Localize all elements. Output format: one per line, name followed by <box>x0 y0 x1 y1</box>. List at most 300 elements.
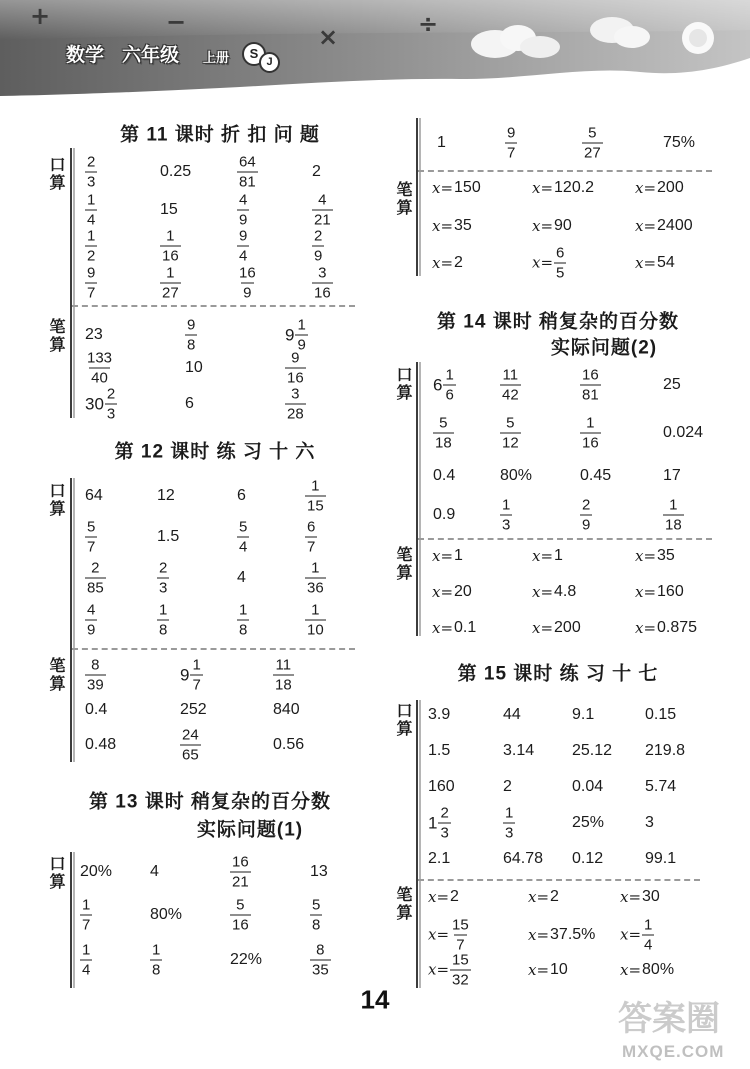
answer-value: 64.78 <box>503 850 544 867</box>
fraction <box>85 229 97 264</box>
answer-value: 2 <box>503 778 512 795</box>
answer-value: 6 <box>237 487 246 504</box>
watermark-url: MXQE.COM <box>622 1042 725 1061</box>
answer-cell <box>620 889 660 905</box>
answer-cell <box>310 943 331 978</box>
unknown-x-prefix: x= <box>635 178 657 197</box>
mixed-number-whole: 9 <box>285 325 295 345</box>
answer-value: 0.4 <box>85 701 108 718</box>
unknown-x-prefix: x= <box>432 253 454 272</box>
answer-cell <box>150 943 162 978</box>
fraction <box>160 266 181 301</box>
fraction-denominator: 3 <box>106 405 116 423</box>
fraction-denominator: 36 <box>307 579 324 597</box>
fraction <box>185 318 197 353</box>
fraction-numerator: 1 <box>82 941 91 959</box>
fraction-denominator: 85 <box>87 579 104 597</box>
fraction <box>85 658 106 693</box>
answer-cell <box>428 806 451 841</box>
answer-cell <box>503 779 512 795</box>
answer-value: 35 <box>657 547 675 564</box>
fraction <box>450 953 471 988</box>
answer-cell <box>572 815 604 831</box>
answer-value: 99.1 <box>645 850 677 867</box>
fraction-denominator: 16 <box>232 916 249 934</box>
answer-value: 160 <box>657 583 684 600</box>
answer-cell <box>273 702 300 718</box>
answer-cell <box>532 584 576 600</box>
fraction-denominator: 18 <box>275 676 292 694</box>
answer-value: 4.8 <box>554 583 577 600</box>
fraction-denominator: 28 <box>287 405 304 423</box>
answer-cell <box>85 266 97 301</box>
answer-value: 0.25 <box>160 163 192 180</box>
answer-value: 252 <box>180 701 207 718</box>
fraction-denominator: 21 <box>314 211 331 229</box>
oral-calc-label: 口算 <box>394 366 411 402</box>
answer-cell <box>85 488 103 504</box>
answer-cell <box>285 351 306 386</box>
fraction <box>237 603 249 638</box>
answer-cell <box>500 368 521 403</box>
answer-cell <box>663 135 695 151</box>
answer-value: 0.4 <box>433 467 456 484</box>
answer-cell <box>312 193 333 228</box>
mixed-number-whole: 1 <box>428 813 438 833</box>
unknown-x-prefix: x= <box>635 216 657 235</box>
answer-value: 13 <box>310 863 328 880</box>
answer-cell <box>85 702 107 718</box>
fraction-denominator: 27 <box>162 284 179 302</box>
answer-cell <box>528 889 559 905</box>
answer-cell <box>305 561 326 596</box>
answer-cell <box>572 707 594 723</box>
fraction <box>85 351 114 386</box>
fraction <box>305 479 326 514</box>
fraction <box>285 387 306 422</box>
fraction <box>230 855 251 890</box>
fraction-denominator: 21 <box>232 873 249 891</box>
fraction <box>310 943 331 978</box>
answer-value: 0.024 <box>663 424 704 441</box>
section-title: 第 14 课时 稍复杂的百分数 <box>437 311 679 333</box>
answer-value: 1 <box>554 547 563 564</box>
fraction-denominator: 9 <box>87 621 96 639</box>
answer-cell <box>160 229 181 264</box>
answer-cell <box>532 218 572 234</box>
unknown-x-prefix: x= <box>432 216 454 235</box>
fraction <box>273 658 294 693</box>
answer-cell <box>432 584 472 600</box>
answer-value: 0.56 <box>273 736 305 753</box>
answer-value: 10 <box>185 359 203 376</box>
answer-value: 2400 <box>657 217 693 234</box>
fraction-numerator: 133 <box>87 349 113 367</box>
answer-value: 23 <box>85 326 103 343</box>
unknown-x-prefix: x= <box>432 178 454 197</box>
fraction-numerator: 2 <box>106 385 116 403</box>
fraction-numerator: 1 <box>87 227 96 245</box>
fraction-denominator: 4 <box>87 211 96 229</box>
fraction-numerator: 9 <box>187 316 196 334</box>
fraction-numerator: 2 <box>91 559 100 577</box>
fraction <box>85 155 97 190</box>
answer-value: 2 <box>550 888 559 905</box>
unknown-x-prefix: x= <box>528 960 550 979</box>
answer-value: 3.9 <box>428 706 451 723</box>
answer-cell <box>85 327 103 343</box>
fraction <box>580 416 601 451</box>
answer-cell <box>237 520 249 555</box>
answer-value: 840 <box>273 701 300 718</box>
fraction-denominator: 32 <box>452 971 469 989</box>
fraction <box>237 229 249 264</box>
fraction-denominator: 7 <box>192 676 201 694</box>
fraction-numerator: 5 <box>87 518 96 536</box>
unknown-x-prefix: x= <box>635 253 657 272</box>
fraction-numerator: 2 <box>314 227 323 245</box>
fraction-denominator: 7 <box>507 144 516 162</box>
fraction-denominator: 9 <box>239 211 248 229</box>
fraction-denominator: 42 <box>502 386 519 404</box>
fraction-numerator: 9 <box>507 124 516 142</box>
answer-cell <box>310 898 322 933</box>
answer-value: 4 <box>150 863 159 880</box>
answer-value: 25.12 <box>572 742 613 759</box>
fraction-numerator: 1 <box>159 601 168 619</box>
fraction-numerator: 1 <box>166 227 175 245</box>
unknown-x-prefix: x= <box>532 253 554 272</box>
mixed-number-whole: 6 <box>433 375 443 395</box>
fraction-denominator: 16 <box>582 434 599 452</box>
answer-value: 2 <box>450 888 459 905</box>
answer-value: 22% <box>230 951 263 968</box>
fraction-numerator: 4 <box>239 191 248 209</box>
fraction-numerator: 1 <box>297 316 306 334</box>
fraction-numerator: 4 <box>87 601 96 619</box>
answer-cell <box>505 126 517 161</box>
fraction-denominator: 9 <box>314 247 323 265</box>
fraction-denominator: 9 <box>243 284 252 302</box>
answer-value: 0.12 <box>572 850 604 867</box>
fraction-denominator: 8 <box>187 336 196 354</box>
fraction <box>500 368 521 403</box>
fraction-numerator: 16 <box>232 853 249 871</box>
answer-value: 75% <box>663 134 696 151</box>
fraction-numerator: 1 <box>152 941 161 959</box>
answer-cell <box>532 620 581 636</box>
fraction-numerator: 16 <box>582 366 599 384</box>
fraction-denominator: 10 <box>307 621 324 639</box>
answer-value: 200 <box>554 619 581 636</box>
answer-cell <box>85 561 106 596</box>
answer-cell <box>305 520 317 555</box>
unknown-x-prefix: x= <box>532 216 554 235</box>
fraction-numerator: 5 <box>239 518 248 536</box>
oral-calc-label: 口算 <box>47 482 64 518</box>
answer-cell <box>150 864 159 880</box>
answer-cell <box>645 779 676 795</box>
answer-cell <box>635 548 675 564</box>
answer-cell <box>85 387 117 422</box>
fraction-numerator: 5 <box>506 414 515 432</box>
fraction-numerator: 11 <box>275 656 292 674</box>
fraction-numerator: 8 <box>316 941 325 959</box>
minus-sign-icon: − <box>166 8 187 36</box>
unknown-x-prefix: x= <box>528 925 550 944</box>
answer-cell <box>160 266 181 301</box>
section-divider-vertical <box>70 148 72 418</box>
fraction-numerator: 11 <box>502 366 519 384</box>
fraction-numerator: 1 <box>82 896 91 914</box>
answer-value: 35 <box>454 217 472 234</box>
fraction <box>85 193 97 228</box>
fraction <box>237 155 258 190</box>
fraction-numerator: 2 <box>582 496 591 514</box>
fraction-denominator: 8 <box>239 621 248 639</box>
section-title: 第 13 课时 稍复杂的百分数 <box>89 791 331 813</box>
answer-cell <box>635 620 697 636</box>
answer-cell <box>645 815 654 831</box>
answer-cell <box>312 229 324 264</box>
answer-cell <box>85 351 114 386</box>
answer-cell <box>237 229 249 264</box>
written-calc-label: 笔算 <box>47 657 64 693</box>
answer-cell <box>85 520 97 555</box>
fraction <box>503 806 515 841</box>
fraction-numerator: 15 <box>452 916 469 934</box>
answer-cell <box>432 180 481 196</box>
fraction <box>157 603 169 638</box>
fraction <box>237 193 249 228</box>
fraction <box>305 561 326 596</box>
fraction-numerator: 2 <box>440 804 449 822</box>
answer-value: 80% <box>500 467 533 484</box>
fraction <box>80 943 92 978</box>
fraction <box>285 351 306 386</box>
answer-cell <box>428 889 459 905</box>
fraction-denominator: 35 <box>312 961 329 979</box>
answer-cell <box>285 387 306 422</box>
answer-cell <box>80 943 92 978</box>
unknown-x-prefix: x= <box>635 546 657 565</box>
fraction <box>450 918 471 953</box>
answer-cell <box>157 488 175 504</box>
answer-cell <box>230 898 251 933</box>
fraction-denominator: 18 <box>665 516 682 534</box>
answer-cell <box>433 468 455 484</box>
answer-cell <box>635 218 693 234</box>
answer-value: 3 <box>645 814 654 831</box>
answer-value: 2.1 <box>428 850 451 867</box>
fraction <box>85 603 97 638</box>
fraction-denominator: 7 <box>307 538 316 556</box>
answer-cell <box>185 360 203 376</box>
answer-cell <box>310 864 328 880</box>
answer-cell <box>620 962 674 978</box>
answer-cell <box>157 561 169 596</box>
fraction <box>190 658 202 693</box>
answer-cell <box>180 728 201 763</box>
section-title: 第 12 课时 练 习 十 六 <box>114 441 316 463</box>
unknown-x-prefix: x= <box>532 618 554 637</box>
answer-cell <box>532 180 594 196</box>
fraction <box>580 368 601 403</box>
answer-value: 0.9 <box>433 506 456 523</box>
answer-value: 25% <box>572 814 605 831</box>
fraction <box>230 898 251 933</box>
fraction-numerator: 15 <box>452 951 469 969</box>
fraction-denominator: 81 <box>239 173 256 191</box>
fraction-numerator: 1 <box>192 656 201 674</box>
answer-value: 219.8 <box>645 742 686 759</box>
answer-cell <box>85 155 97 190</box>
answer-value: 6 <box>185 395 194 412</box>
answer-cell <box>580 468 611 484</box>
fraction-denominator: 7 <box>82 916 91 934</box>
fraction <box>295 318 307 353</box>
answer-cell <box>582 126 603 161</box>
answer-cell <box>503 851 543 867</box>
fraction-denominator: 8 <box>152 961 161 979</box>
fraction-denominator: 16 <box>287 369 304 387</box>
unknown-x-prefix: x= <box>532 582 554 601</box>
answer-value: 25 <box>663 376 681 393</box>
fraction-numerator: 9 <box>87 264 96 282</box>
answer-value: 120.2 <box>554 179 595 196</box>
fraction-numerator: 1 <box>166 264 175 282</box>
fraction-denominator: 27 <box>584 144 601 162</box>
subject-label: 数学 <box>66 45 105 66</box>
fraction <box>438 806 450 841</box>
answer-cell <box>503 743 534 759</box>
section-title: 第 11 课时 折 扣 问 题 <box>120 124 320 146</box>
answer-cell <box>230 952 262 968</box>
mixed-number-whole: 9 <box>180 665 190 685</box>
fraction-numerator: 1 <box>87 191 96 209</box>
unknown-x-prefix: x= <box>532 546 554 565</box>
section-title: 实际问题(2) <box>550 337 658 359</box>
written-calc-label: 笔算 <box>47 318 64 354</box>
answer-cell <box>180 658 203 693</box>
unknown-x-prefix: x= <box>428 925 450 944</box>
answer-cell <box>305 479 326 514</box>
fraction-numerator: 9 <box>291 349 300 367</box>
answer-cell <box>645 743 685 759</box>
grade-label: 六年级 <box>122 45 180 66</box>
answer-value: 44 <box>503 706 521 723</box>
answer-cell <box>663 425 703 441</box>
fraction <box>237 520 249 555</box>
answer-cell <box>230 855 251 890</box>
answer-cell <box>237 570 246 586</box>
answer-value: 10 <box>550 961 568 978</box>
answer-value: 1 <box>437 134 446 151</box>
unknown-x-prefix: x= <box>432 546 454 565</box>
fraction <box>157 561 169 596</box>
answer-cell <box>663 498 684 533</box>
answer-value: 30 <box>642 888 660 905</box>
answer-value: 4 <box>237 569 246 586</box>
fraction <box>580 498 592 533</box>
answer-cell <box>428 779 455 795</box>
answer-cell <box>237 266 258 301</box>
answer-cell <box>635 584 684 600</box>
fraction-denominator: 9 <box>582 516 591 534</box>
answer-cell <box>185 396 194 412</box>
answer-value: 2 <box>312 163 321 180</box>
dashed-separator <box>418 879 700 881</box>
fraction-denominator: 15 <box>307 497 324 515</box>
answer-cell <box>437 135 446 151</box>
fraction <box>180 728 201 763</box>
oral-calc-label: 口算 <box>47 855 64 891</box>
fraction <box>642 918 654 953</box>
answer-value: 54 <box>657 254 675 271</box>
fraction <box>310 898 322 933</box>
fraction-numerator: 1 <box>445 366 454 384</box>
answer-value: 2 <box>454 254 463 271</box>
answer-value: 20 <box>454 583 472 600</box>
answer-cell <box>663 468 681 484</box>
unknown-x-prefix: x= <box>432 618 454 637</box>
answer-value: 0.15 <box>645 706 677 723</box>
fraction-numerator: 1 <box>311 559 320 577</box>
answer-cell <box>428 918 471 953</box>
header-banner <box>0 0 750 100</box>
fraction-numerator: 1 <box>669 496 678 514</box>
fraction-numerator: 1 <box>644 916 653 934</box>
fraction-numerator: 16 <box>239 264 256 282</box>
answer-value: 80% <box>150 906 183 923</box>
page-number: 14 <box>360 984 390 1015</box>
fraction-denominator: 16 <box>314 284 331 302</box>
plus-sign-icon: + <box>30 2 51 30</box>
fraction-numerator: 2 <box>159 559 168 577</box>
fraction-numerator: 1 <box>505 804 514 822</box>
section-divider-vertical <box>70 852 72 988</box>
fraction <box>237 266 258 301</box>
answer-value: 0.875 <box>657 619 698 636</box>
answer-value: 0.48 <box>85 736 117 753</box>
answer-cell <box>273 737 304 753</box>
answer-cell <box>645 707 676 723</box>
oral-calc-label: 口算 <box>47 156 64 192</box>
answer-cell <box>432 255 463 271</box>
answer-cell <box>580 498 592 533</box>
answer-value: 5.74 <box>645 778 677 795</box>
fraction-numerator: 1 <box>311 477 320 495</box>
answer-cell <box>532 246 566 281</box>
answer-cell <box>85 737 116 753</box>
answer-value: 1 <box>454 547 463 564</box>
fraction-numerator: 5 <box>236 896 245 914</box>
fraction-denominator: 81 <box>582 386 599 404</box>
answer-cell <box>645 851 676 867</box>
unknown-x-prefix: x= <box>620 925 642 944</box>
fraction <box>80 898 92 933</box>
fraction-denominator: 7 <box>87 538 96 556</box>
unknown-x-prefix: x= <box>620 960 642 979</box>
fraction-denominator: 39 <box>87 676 104 694</box>
section-divider-vertical <box>70 478 72 762</box>
publisher-logo-j: J <box>259 52 280 73</box>
fraction <box>85 266 97 301</box>
unknown-x-prefix: x= <box>635 618 657 637</box>
section-title: 实际问题(1) <box>196 819 304 841</box>
answer-cell <box>160 164 191 180</box>
answer-value: 0.04 <box>572 778 604 795</box>
